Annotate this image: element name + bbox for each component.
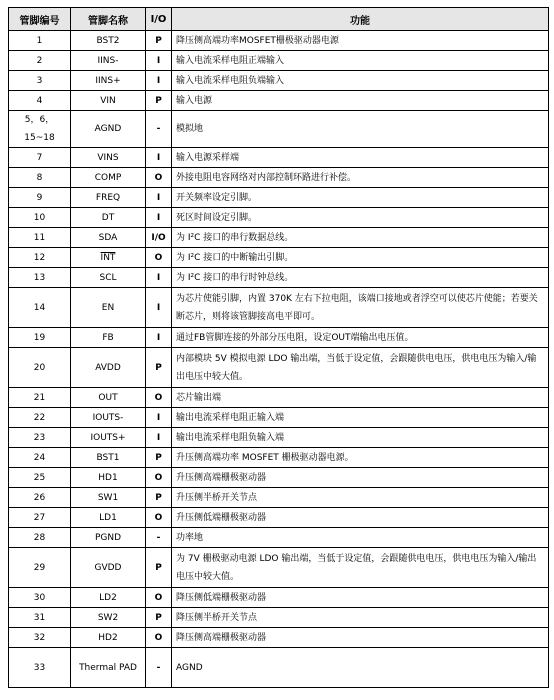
pin-io-cell: - xyxy=(146,648,172,688)
pin-function-cell: 降压侧高端功率MOSFET栅极驱动器电源 xyxy=(172,31,549,51)
header-row xyxy=(9,8,549,31)
table-row xyxy=(9,288,549,328)
pin-number-cell: 5，6，15~18 xyxy=(9,111,71,148)
pin-name-cell: BST2 xyxy=(71,31,146,51)
pin-number-cell: 27 xyxy=(9,508,71,528)
pin-io-cell: O xyxy=(146,628,172,648)
pin-name-overlined: $\overline{INT}$ xyxy=(100,252,116,263)
table-row xyxy=(9,648,549,688)
pin-io-cell: O xyxy=(146,508,172,528)
pin-number-cell: 4 xyxy=(9,91,71,111)
table-row xyxy=(9,408,549,428)
pin-number-cell: 10 xyxy=(9,208,71,228)
pin-number-cell: 1 xyxy=(9,31,71,51)
table-row xyxy=(9,51,549,71)
pin-number-cell: 24 xyxy=(9,448,71,468)
pin-number-cell: 22 xyxy=(9,408,71,428)
pin-number-cell: 20 xyxy=(9,348,71,388)
pin-io-cell: I xyxy=(146,71,172,91)
pin-io-cell: I xyxy=(146,148,172,168)
pin-function-cell: 通过FB管脚连接的外部分压电阻，设定OUT端输出电压值。 xyxy=(172,328,549,348)
pin-function-cell: 输入电流采样电阻负端输入 xyxy=(172,71,549,91)
pin-io-cell: O xyxy=(146,168,172,188)
pin-function-cell: 输入电源采样端 xyxy=(172,148,549,168)
pin-function-cell: 升压侧低端栅极驱动器 xyxy=(172,508,549,528)
pin-number-cell: 7 xyxy=(9,148,71,168)
pin-name-cell: IINS+ xyxy=(71,71,146,91)
pin-io-cell: I xyxy=(146,428,172,448)
table-row xyxy=(9,268,549,288)
table-row xyxy=(9,488,549,508)
pin-number-cell: 11 xyxy=(9,228,71,248)
pin-function-cell: 为 7V 栅极驱动电源 LDO 输出端，当低于设定值，会跟随供电电压，供电电压为输入/输出电压中较大值。 xyxy=(172,548,549,588)
table-row xyxy=(9,168,549,188)
pin-function-cell: 降压侧高端栅极驱动器 xyxy=(172,628,549,648)
pin-io-cell: P xyxy=(146,31,172,51)
pin-function-cell: 芯片输出端 xyxy=(172,388,549,408)
pin-io-cell: O xyxy=(146,248,172,268)
pin-number-cell: 33 xyxy=(9,648,71,688)
pin-name-cell: LD1 xyxy=(71,508,146,528)
pin-function-cell: 外接电阻电容网络对内部控制环路进行补偿。 xyxy=(172,168,549,188)
pin-io-cell: I xyxy=(146,408,172,428)
pin-name-cell: LD2 xyxy=(71,588,146,608)
pin-name-cell: IOUTS+ xyxy=(71,428,146,448)
pin-name-cell: AVDD xyxy=(71,348,146,388)
table-row xyxy=(9,588,549,608)
pin-name-cell: IOUTS- xyxy=(71,408,146,428)
table-row xyxy=(9,188,549,208)
pin-function-table xyxy=(8,7,549,688)
pin-name-cell: PGND xyxy=(71,528,146,548)
pin-function-cell: 输出电流采样电阻负输入端 xyxy=(172,428,549,448)
pin-io-cell: I xyxy=(146,188,172,208)
table-row xyxy=(9,111,549,148)
pin-name-cell: SW2 xyxy=(71,608,146,628)
pin-name-cell: SDA xyxy=(71,228,146,248)
pin-number-cell: 21 xyxy=(9,388,71,408)
table-row xyxy=(9,468,549,488)
pin-function-cell: 升压侧高端栅极驱动器 xyxy=(172,468,549,488)
pin-io-cell: P xyxy=(146,91,172,111)
pin-function-cell: 功率地 xyxy=(172,528,549,548)
pin-name-cell: HD2 xyxy=(71,628,146,648)
pin-number-cell: 23 xyxy=(9,428,71,448)
pin-io-cell: O xyxy=(146,388,172,408)
pin-function-cell: 为 I²C 接口的中断输出引脚。 xyxy=(172,248,549,268)
pin-name-cell: COMP xyxy=(71,168,146,188)
pin-function-cell: 死区时间设定引脚。 xyxy=(172,208,549,228)
header-pin-number: 管脚编号 xyxy=(9,8,71,31)
pin-number-cell: 19 xyxy=(9,328,71,348)
table-row xyxy=(9,31,549,51)
pin-io-cell: P xyxy=(146,548,172,588)
table-row xyxy=(9,148,549,168)
table-row xyxy=(9,248,549,268)
pin-io-cell: I xyxy=(146,288,172,328)
pin-name-cell: GVDD xyxy=(71,548,146,588)
pin-function-cell: 为 I²C 接口的串行时钟总线。 xyxy=(172,268,549,288)
table-row xyxy=(9,608,549,628)
table-header xyxy=(9,8,549,31)
pin-io-cell: P xyxy=(146,488,172,508)
table-row xyxy=(9,448,549,468)
pin-number-cell: 30 xyxy=(9,588,71,608)
header-function: 功能 xyxy=(172,8,549,31)
pin-io-cell: - xyxy=(146,528,172,548)
pin-number-cell: 28 xyxy=(9,528,71,548)
pin-function-cell: 内部模块 5V 模拟电源 LDO 输出端，当低于设定值，会跟随供电电压，供电电压为输入/输出电压中较大值。 xyxy=(172,348,549,388)
pin-number-cell: 31 xyxy=(9,608,71,628)
pin-io-cell: I xyxy=(146,328,172,348)
table-row xyxy=(9,428,549,448)
pin-number-cell: 26 xyxy=(9,488,71,508)
table-row xyxy=(9,328,549,348)
pin-number-cell: 9 xyxy=(9,188,71,208)
pin-name-cell: SCL xyxy=(71,268,146,288)
pin-name-cell: HD1 xyxy=(71,468,146,488)
pin-function-cell: 为 I²C 接口的串行数据总线。 xyxy=(172,228,549,248)
table-row xyxy=(9,628,549,648)
pin-name-cell: EN xyxy=(71,288,146,328)
table-row xyxy=(9,71,549,91)
pin-name-cell: DT xyxy=(71,208,146,228)
pin-io-cell: I xyxy=(146,268,172,288)
pin-name-cell: FREQ xyxy=(71,188,146,208)
pin-io-cell: P xyxy=(146,348,172,388)
pin-io-cell: O xyxy=(146,468,172,488)
pin-io-cell: I xyxy=(146,208,172,228)
pin-io-cell: P xyxy=(146,608,172,628)
pin-name-cell: VIN xyxy=(71,91,146,111)
pin-function-cell: 升压侧高端功率 MOSFET 栅极驱动器电源。 xyxy=(172,448,549,468)
pin-function-cell: 降压侧半桥开关节点 xyxy=(172,608,549,628)
pin-number-cell: 13 xyxy=(9,268,71,288)
pin-function-cell: 模拟地 xyxy=(172,111,549,148)
pin-function-cell: 开关频率设定引脚。 xyxy=(172,188,549,208)
pin-function-cell: 输入电源 xyxy=(172,91,549,111)
pin-function-cell: 为芯片使能引脚，内置 370K 左右下拉电阻，该端口接地或者浮空可以使芯片使能；若要关断芯片，则将该管脚接高电平即可。 xyxy=(172,288,549,328)
pin-number-cell: 12 xyxy=(9,248,71,268)
table-row xyxy=(9,208,549,228)
pin-io-cell: - xyxy=(146,111,172,148)
table-row xyxy=(9,528,549,548)
pin-name-cell: FB xyxy=(71,328,146,348)
pin-number-cell: 8 xyxy=(9,168,71,188)
header-pin-name: 管脚名称 xyxy=(71,8,146,31)
pin-number-cell: 29 xyxy=(9,548,71,588)
pin-number-cell: 3 xyxy=(9,71,71,91)
pin-io-cell: P xyxy=(146,448,172,468)
pin-function-cell: 升压侧半桥开关节点 xyxy=(172,488,549,508)
table-row xyxy=(9,228,549,248)
pin-number-cell: 2 xyxy=(9,51,71,71)
pin-number-cell: 32 xyxy=(9,628,71,648)
table-body xyxy=(9,31,549,688)
pin-io-cell: I xyxy=(146,51,172,71)
pin-name-cell: IINS- xyxy=(71,51,146,71)
table-row xyxy=(9,548,549,588)
pin-name-cell: BST1 xyxy=(71,448,146,468)
pin-name-cell: AGND xyxy=(71,111,146,148)
pin-function-cell: 降压侧低端栅极驱动器 xyxy=(172,588,549,608)
table-row xyxy=(9,91,549,111)
pin-function-cell: 输出电流采样电阻正输入端 xyxy=(172,408,549,428)
pin-io-cell: O xyxy=(146,588,172,608)
pin-number-cell: 25 xyxy=(9,468,71,488)
pin-name-cell: SW1 xyxy=(71,488,146,508)
pin-number-cell: 14 xyxy=(9,288,71,328)
pin-function-cell: AGND xyxy=(172,648,549,688)
pin-name-cell: Thermal PAD xyxy=(71,648,146,688)
table-row xyxy=(9,388,549,408)
header-io: I/O xyxy=(146,8,172,31)
table-row xyxy=(9,508,549,528)
pin-function-cell: 输入电流采样电阻正端输入 xyxy=(172,51,549,71)
pin-name-cell xyxy=(71,248,146,268)
pin-name-cell: VINS xyxy=(71,148,146,168)
pin-name-cell: OUT xyxy=(71,388,146,408)
table-row xyxy=(9,348,549,388)
pin-io-cell: I/O xyxy=(146,228,172,248)
